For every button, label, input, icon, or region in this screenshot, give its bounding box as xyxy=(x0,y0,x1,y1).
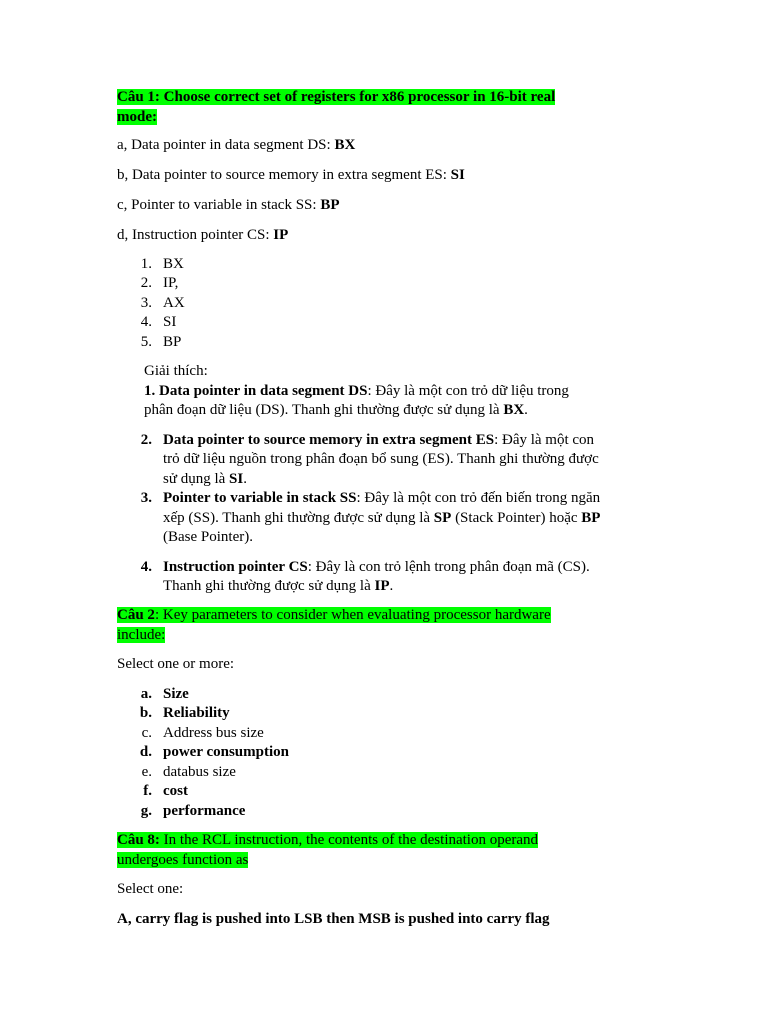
explanation-3-line3: (Base Pointer). xyxy=(163,529,253,545)
q1-option-a-answer: BX xyxy=(334,137,356,153)
option-power-consumption: power consumption xyxy=(163,744,289,760)
q8-answer: A, carry flag is pushed into LSB then MSB is pushed into carry flag xyxy=(117,911,550,927)
list-item-number: 4. xyxy=(140,314,152,330)
question-2-title-line2: include: xyxy=(117,627,166,643)
explanation-2-number: 2. xyxy=(140,432,152,448)
explanation-2-line1: Data pointer to source memory in extra segment ES: Đây là một con xyxy=(163,432,595,448)
list-item-number: 2. xyxy=(140,275,152,291)
option-performance: performance xyxy=(163,803,246,819)
list-item-number: 5. xyxy=(140,334,152,350)
list-item: BX xyxy=(163,256,184,272)
q1-option-d-answer: IP xyxy=(273,227,289,243)
list-item: BP xyxy=(163,334,182,350)
explanation-4-line2: Thanh ghi thường được sử dụng là IP. xyxy=(163,578,394,594)
option-reliability: Reliability xyxy=(163,705,230,721)
option-letter: b. xyxy=(139,705,152,721)
q1-option-c: c, Pointer to variable in stack SS: BP xyxy=(117,197,340,213)
q1-option-b-answer: SI xyxy=(450,167,465,183)
explanation-1-line2: phân đoạn dữ liệu (DS). Thanh ghi thường được sử dụng là BX. xyxy=(144,402,528,418)
question-2-title-line1: Câu 2: Key parameters to consider when evaluating processor hardware xyxy=(117,607,551,623)
explanation-2-line3: sử dụng là SI. xyxy=(163,471,247,487)
option-letter: f. xyxy=(143,783,152,799)
option-size: Size xyxy=(163,686,189,702)
list-item: AX xyxy=(163,295,185,311)
question-1-title-line2: mode: xyxy=(117,109,157,125)
option-letter: d. xyxy=(139,744,152,760)
explanation-3-line1: Pointer to variable in stack SS: Đây là một con trỏ đến biến trong ngăn xyxy=(163,490,601,506)
explanation-3-number: 3. xyxy=(140,490,152,506)
option-letter: c. xyxy=(141,725,152,741)
explanation-1-line1: 1. Data pointer in data segment DS: Đây là một con trỏ dữ liệu trong xyxy=(144,383,569,399)
list-item-number: 3. xyxy=(140,295,152,311)
option-cost: cost xyxy=(163,783,188,799)
explanation-4-line1: Instruction pointer CS: Đây là con trỏ lệnh trong phân đoạn mã (CS). xyxy=(163,559,590,575)
list-item: IP, xyxy=(163,275,179,291)
q1-option-d: d, Instruction pointer CS: IP xyxy=(117,227,289,243)
question-8-title-line2: undergoes function as xyxy=(117,852,249,868)
question-1-title-line1: Câu 1: Choose correct set of registers for x86 processor in 16-bit real xyxy=(117,89,556,105)
option-databus-size: databus size xyxy=(163,764,236,780)
option-address-bus-size: Address bus size xyxy=(163,725,264,741)
q1-option-c-answer: BP xyxy=(320,197,340,213)
option-letter: a. xyxy=(140,686,152,702)
option-letter: e. xyxy=(141,764,152,780)
list-item: SI xyxy=(163,314,177,330)
q1-option-b: b, Data pointer to source memory in extra segment ES: SI xyxy=(117,167,465,183)
option-letter: g. xyxy=(140,803,152,819)
q2-select-instruction: Select one or more: xyxy=(117,656,235,672)
explanation-3-line2: xếp (SS). Thanh ghi thường được sử dụng là SP (Stack Pointer) hoặc BP xyxy=(163,510,601,526)
explanation-4-number: 4. xyxy=(140,559,152,575)
explanation-heading: Giải thích: xyxy=(144,363,208,379)
question-8-title-line1: Câu 8: In the RCL instruction, the contents of the destination operand xyxy=(117,832,539,848)
explanation-2-line2: trỏ dữ liệu nguồn trong phân đoạn bổ sung (ES). Thanh ghi thường được xyxy=(163,451,599,467)
q8-select-instruction: Select one: xyxy=(117,881,184,897)
q1-option-a: a, Data pointer in data segment DS: BX xyxy=(117,137,356,153)
list-item-number: 1. xyxy=(140,256,152,272)
